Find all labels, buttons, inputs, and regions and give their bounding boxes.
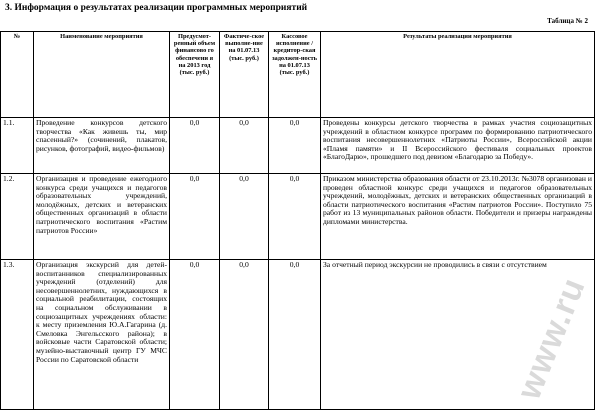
table-number: Таблица № 2	[547, 17, 588, 25]
cash-value: 0,0	[269, 118, 321, 174]
table-row	[1, 174, 595, 260]
header-results: Результаты реализации мероприятия	[321, 32, 595, 118]
actual-value: 0,0	[220, 260, 269, 410]
result-text: Проведены конкурсы детского творчества в рамках участия социозащитных учреждений в областном конкурсе программ по формированию патриотического воспитания несовершеннолетних «Патриоты России», Всероссийской акции «Пламя памяти» и II Всероссийского фестиваля социальных проектов «БлагоДарю», прошедшего под девизом «Благодарю за Победу».	[321, 118, 595, 174]
event-name: Организация и проведение ежегодного конкурса среди учащихся и педагогов образовательных учреждений, молодёжных, детских и ветеранских общественных организаций в области патриотического воспитания «Растим патриотов России»	[34, 174, 170, 260]
watermark: www.ru	[509, 272, 593, 405]
header-cash: Кассовое исполнение /кредитор-ская задолжен-ность на 01.07.13 (тыс. руб.)	[269, 32, 321, 118]
header-planned: Предусмот-ренный объем финансово го обеспечени я на 2013 год (тыс. руб.)	[170, 32, 220, 118]
result-text: Приказом министерства образования области от 23.10.2013г. №3078 организован и проведен областной конкурс среди учащихся и педагогов образовательных учреждений, молодёжных, детских и ветеранских общественных организаций в области патриотического воспитания «Растим патриотов России». Поступило 75 работ из 13 муниципальных районов области. Победители и призеры награждены дипломами министерства.	[321, 174, 595, 260]
cash-value: 0,0	[269, 260, 321, 410]
results-table	[0, 31, 595, 410]
event-name: Организация экскурсий для детей-воспитанников специализированных учреждений (отделений) для несовершеннолетних, нуждающихся в социальной реабилитации, состоящих на социальном обслуживании в социозащитных учреждениях области: к месту приземления Ю.А.Гагарина (д. Смеловка Энгельсского района); в войсковые части Саратовской области; музейно-выставочный центр ГУ МЧС России по Саратовской области	[34, 260, 170, 410]
table-row	[1, 260, 595, 410]
header-name: Наименование мероприятия	[34, 32, 170, 118]
planned-value: 0,0	[170, 174, 220, 260]
planned-value: 0,0	[170, 260, 220, 410]
actual-value: 0,0	[220, 118, 269, 174]
header-actual: Фактиче-ское выполне-ние на 01.07.13 (тыс. руб.)	[220, 32, 269, 118]
header-row	[1, 32, 595, 118]
header-no: №	[1, 32, 34, 118]
row-number: 1.2.	[1, 174, 34, 260]
section-title: 3. Информация о результатах реализации программных мероприятий	[5, 3, 308, 13]
row-number: 1.1.	[1, 118, 34, 174]
event-name: Проведение конкурсов детского творчества «Как живешь ты, мир спасенный?» (сочинений, плакатов, рисунков, фотографий, видео-фильмов)	[34, 118, 170, 174]
row-number: 1.3.	[1, 260, 34, 410]
cash-value: 0,0	[269, 174, 321, 260]
actual-value: 0,0	[220, 174, 269, 260]
planned-value: 0,0	[170, 118, 220, 174]
table-row	[1, 118, 595, 174]
result-text: За отчетный период экскурсии не проводились в связи с отсутствием	[321, 260, 595, 410]
